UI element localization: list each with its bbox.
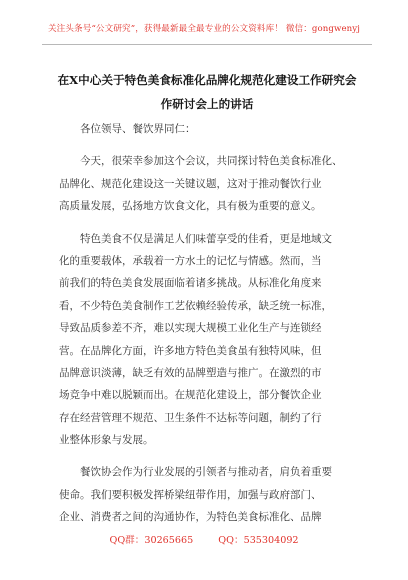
paragraph-line: 业整体形象与发展。 — [59, 434, 154, 447]
header-banner: 关注头条号“公文研究”，获得最新最全最专业的公文资料库！ 微信：gongwenyj — [47, 24, 361, 34]
title-line: 在X中心关于特色美食标准化品牌化规范化建设工作研究会 — [57, 73, 357, 87]
paragraph-line: 企业、消费者之间的沟通协作，为特色美食标准化、品牌 — [59, 511, 322, 524]
paragraph-line: 高质量发展，弘扬地方饮食文化，具有极为重要的意义。 — [59, 200, 322, 213]
paragraph-line: 使命。我们要积极发挥桥梁纽带作用，加强与政府部门、 — [59, 488, 322, 501]
header-divider — [42, 44, 372, 45]
paragraph-gap — [59, 451, 359, 461]
paragraph-line: 营。在品牌化方面，许多地方特色美食虽有独特风味，但 — [59, 344, 322, 357]
paragraph-line: 今天，很荣幸参加这个会议，共同探讨特色美食标准化、 — [80, 155, 343, 168]
paragraph-line: 餐饮协会作为行业发展的引领者与推动者，肩负着重要 — [80, 466, 332, 479]
document-title — [52, 68, 362, 116]
document-body — [59, 118, 359, 529]
qq-number: QQ：535304092 — [218, 535, 299, 546]
qq-group-number: QQ群：30265665 — [109, 535, 194, 546]
salutation: 各位领导、餐饮界同仁： — [80, 123, 196, 135]
paragraph-line: 前我们的特色美食发展面临着诸多挑战。从标准化角度来 — [59, 277, 322, 290]
paragraph-line: 品牌化、规范化建设这一关键议题，这对于推动餐饮行业 — [59, 177, 322, 190]
paragraph-line: 看，不少特色美食制作工艺依赖经验传承，缺乏统一标准， — [59, 299, 332, 312]
paragraph-gap — [59, 140, 359, 150]
paragraph-line: 导致品质参差不齐，难以实现大规模工业化生产与连锁经 — [59, 322, 322, 335]
paragraph-line: 品牌意识淡薄，缺乏有效的品牌塑造与推广。在激烈的市 — [59, 366, 322, 379]
paragraph-line: 特色美食不仅是满足人们味蕾享受的佳肴，更是地域文 — [80, 232, 332, 245]
paragraph-line: 场竞争中难以脱颖而出。在规范化建设上，部分餐饮企业 — [59, 389, 322, 402]
paragraph-line: 化的重要载体，承载着一方水土的记忆与情感。然而，当 — [59, 254, 322, 267]
footer-contacts — [0, 532, 408, 546]
paragraph-gap — [59, 218, 359, 228]
title-line: 作研讨会上的讲话 — [160, 97, 254, 111]
paragraph-line: 存在经营管理不规范、卫生条件不达标等问题，制约了行 — [59, 411, 322, 424]
